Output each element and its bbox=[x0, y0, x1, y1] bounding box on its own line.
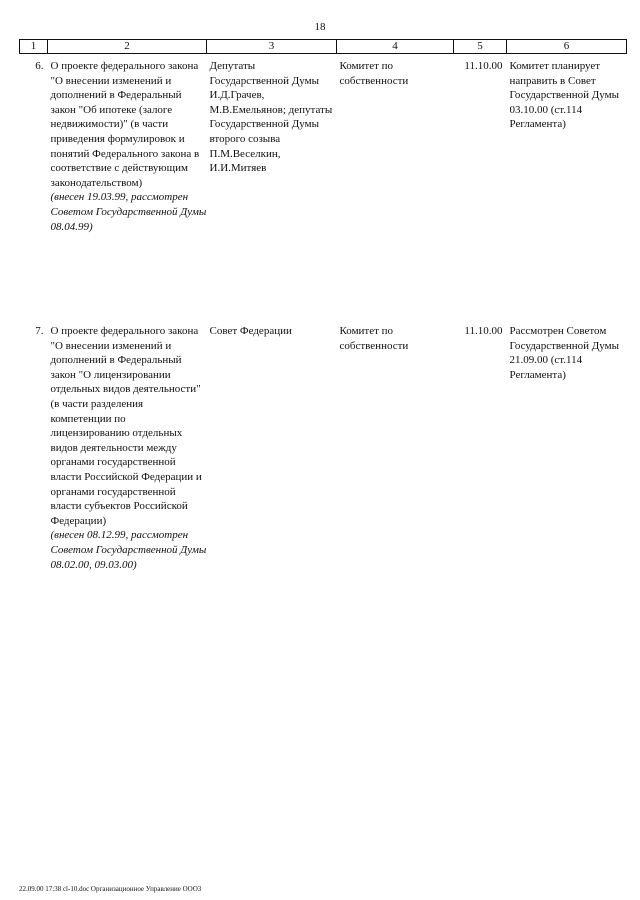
bill-committee: Комитет по собственности bbox=[339, 325, 409, 352]
column-header: 5 bbox=[454, 40, 507, 54]
bill-committee: Комитет по собственности bbox=[339, 60, 409, 87]
document-footer: 22.09.00 17:38 cl-10.doc Организационное Управление ООО3 bbox=[19, 885, 202, 893]
bill-date: 11.10.00 bbox=[464, 60, 503, 72]
bill-note: (внесен 19.03.99, рассмотрен Советом Государственной Думы 08.04.99) bbox=[50, 191, 207, 233]
bill-title: О проекте федерального закона "О внесении изменений и дополнений в Федеральный закон "О лицензировании отдельных видов деятельности" (в части разделения компетенции по лицензированию отдельных видов деятельности между органами государственной власти Российской Федерации и органами государственной власти субъектов Российской Федерации) bbox=[50, 325, 202, 527]
row-number: 6. bbox=[35, 60, 44, 72]
row-number: 7. bbox=[35, 325, 44, 337]
bill-title-cell bbox=[48, 54, 207, 320]
column-header: 4 bbox=[337, 40, 454, 54]
column-header: 6 bbox=[507, 40, 627, 54]
column-header: 2 bbox=[48, 40, 207, 54]
bill-date: 11.10.00 bbox=[464, 325, 503, 337]
table-header-row bbox=[20, 40, 627, 54]
table-row bbox=[20, 319, 627, 684]
bills-table bbox=[19, 39, 627, 684]
column-header: 1 bbox=[20, 40, 48, 54]
page-number: 18 bbox=[314, 21, 326, 33]
bill-title: О проекте федерального закона "О внесении изменений и дополнений в Федеральный закон "Об ипотеке (залоге недвижимости)" (в части приведения формулировок и понятий Федерального закона в соответствие с действующим законодательством) bbox=[50, 60, 200, 189]
bill-status: Комитет планирует направить в Совет Государственной Думы 03.10.00 (ст.114 Регламента) bbox=[509, 60, 620, 131]
bill-note: (внесен 08.12.99, рассмотрен Советом Государственной Думы 08.02.00, 09.03.00) bbox=[50, 529, 207, 571]
bill-authors: Совет Федерации bbox=[209, 325, 292, 337]
bill-authors: Депутаты Государственной Думы И.Д.Грачев, М.В.Емельянов; депутаты Государственной Думы второго созыва П.М.Веселкин, И.И.Митяев bbox=[209, 60, 333, 175]
bill-status: Рассмотрен Советом Государственной Думы 21.09.00 (ст.114 Регламента) bbox=[509, 325, 620, 381]
table-row bbox=[20, 54, 627, 320]
column-header: 3 bbox=[207, 40, 337, 54]
bill-title-cell bbox=[48, 319, 207, 684]
